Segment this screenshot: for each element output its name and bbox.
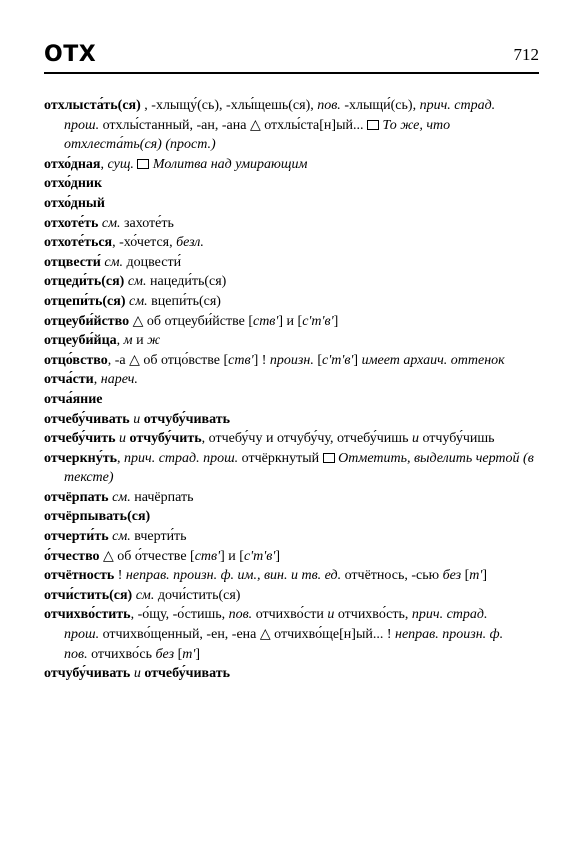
entry-text: отчихво́сть, — [334, 607, 412, 623]
entry-text: ] — [275, 548, 280, 564]
grammar-mark: см. — [104, 254, 124, 270]
definition: Молитва над умирающим — [149, 156, 308, 172]
headword: отчебу́чивать — [44, 411, 130, 427]
grammar-mark: и — [133, 411, 141, 427]
dictionary-entry — [44, 174, 544, 194]
headword: отча́яние — [44, 391, 103, 407]
headword: отчубу́чивать — [143, 411, 231, 427]
grammar-mark: ж — [147, 333, 161, 349]
grammar-mark: ств' — [228, 352, 254, 368]
dictionary-entry — [44, 253, 544, 273]
entry-text: захоте́ть — [120, 215, 174, 231]
entry-text: [ — [174, 646, 183, 662]
grammar-mark: прич. страд. прош. — [64, 607, 488, 643]
headword: отчубу́чить — [129, 431, 202, 447]
grammar-mark: без — [155, 646, 175, 662]
entry-text: △ об отцеуби́йстве [ — [129, 313, 253, 329]
grammar-mark: с'т'в' — [243, 548, 276, 564]
headword: отчётность — [44, 568, 115, 584]
entry-text: отчётнось, -сью — [341, 568, 443, 584]
entry-text: ] — [353, 352, 362, 368]
entry-text: начёрпать — [130, 489, 194, 505]
grammar-mark: см. — [135, 587, 155, 603]
headword: отчубу́чивать — [44, 666, 131, 682]
entry-text: , -о́щу, -о́стишь, — [130, 607, 229, 623]
grammar-mark: неправ. произн. ф. пов. — [64, 627, 504, 662]
headword: отцеуби́йство — [44, 313, 130, 329]
entry-text: ] ! — [253, 352, 270, 368]
dictionary-entries — [44, 96, 544, 684]
headword: отчихво́стить — [44, 607, 131, 623]
grammar-mark: с'т'в' — [322, 352, 354, 368]
grammar-mark: пов. — [228, 607, 253, 623]
entry-text: -хлыщи́(сь), — [340, 98, 420, 113]
headword: отчебу́чивать — [144, 666, 231, 682]
entry-text: отчихво́сь — [87, 646, 156, 662]
grammar-mark: см. — [101, 215, 121, 231]
headword: отхо́дник — [44, 176, 103, 192]
headword: отхоте́ть — [44, 215, 99, 231]
headword: отча́сти — [44, 372, 94, 388]
running-head: ОТХ — [44, 42, 97, 67]
headword: отчёрпывать(ся) — [44, 509, 151, 525]
definition-box-icon — [367, 120, 379, 130]
dictionary-entry — [44, 233, 544, 253]
grammar-mark: с'т'в' — [302, 313, 334, 329]
entry-text: вчерти́ть — [130, 529, 187, 545]
grammar-mark: прич. страд. прош. — [124, 450, 239, 466]
dictionary-entry — [44, 429, 544, 449]
headword: отхо́дная — [44, 156, 101, 172]
entry-text: , отчебу́чу и отчубу́чу, отчебу́чишь — [201, 431, 412, 447]
entry-text: △ об о́тчестве [ — [99, 548, 195, 564]
dictionary-entry — [44, 351, 544, 371]
grammar-mark: см. — [127, 274, 147, 290]
dictionary-entry — [44, 370, 544, 390]
dictionary-entry — [44, 214, 544, 234]
headword: отхо́дный — [44, 195, 105, 211]
grammar-mark: произн. — [269, 352, 314, 368]
grammar-mark: см. — [112, 489, 131, 505]
entry-text: отхлы́станный, -ан, -ана △ отхлы́ста[н]ый... — [99, 117, 367, 133]
headword: отцвести́ — [44, 254, 101, 270]
grammar-mark: ств' — [194, 548, 221, 564]
entry-text: отчихво́сти — [252, 607, 328, 623]
entry-text: ] и [ — [220, 548, 244, 564]
headword: о́тчество — [44, 548, 100, 564]
dictionary-entry — [44, 547, 544, 567]
grammar-mark: и — [411, 431, 419, 447]
page-header — [44, 42, 539, 72]
grammar-mark: неправ. произн. ф. им., вин. и тв. ед. — [125, 568, 342, 584]
entry-text: , -хлыщу́(сь), -хлы́щешь(ся), — [140, 98, 318, 113]
dictionary-entry — [44, 566, 544, 586]
grammar-mark: без — [442, 568, 462, 584]
grammar-mark: нареч. — [100, 372, 138, 388]
page-number: 712 — [513, 45, 539, 64]
entry-text: [ — [313, 352, 322, 368]
grammar-mark: ств' — [252, 313, 279, 329]
entry-text: , — [93, 372, 101, 388]
entry-text: отчёркнутый — [238, 450, 323, 466]
dictionary-entry — [44, 331, 544, 351]
entry-text: ] — [482, 568, 488, 584]
dictionary-entry — [44, 410, 544, 430]
entry-text: отчубу́чишь — [418, 431, 495, 447]
definition: То же, что отхлеста́ть(ся) (прост.) — [64, 117, 451, 153]
headword: отцеди́ть(ся) — [44, 274, 125, 290]
headword: отчи́стить(ся) — [44, 587, 133, 603]
headword: отцепи́ть(ся) — [44, 293, 126, 309]
entry-text: доцвести́ — [123, 254, 182, 270]
grammar-mark: т' — [182, 646, 196, 662]
dictionary-entry — [44, 449, 544, 488]
entry-text: , — [100, 156, 108, 172]
definition-box-icon — [137, 159, 149, 169]
dictionary-entry — [44, 527, 544, 547]
headword: отхлыста́ть(ся) — [44, 98, 141, 113]
entry-text: [ — [461, 568, 470, 584]
grammar-mark: имеет архаич. оттенок — [361, 352, 505, 368]
dictionary-entry — [44, 96, 544, 155]
headword: отцо́вство — [44, 352, 108, 368]
entry-text: , -хо́чется, — [112, 235, 177, 251]
headword: отчеркну́ть — [44, 450, 118, 466]
headword: отчебу́чить — [44, 431, 116, 447]
definition-box-icon — [323, 453, 335, 463]
dictionary-entry — [44, 390, 544, 410]
headword: отчерти́ть — [44, 529, 109, 545]
grammar-mark: и — [133, 666, 141, 682]
grammar-mark: прич. страд. прош. — [64, 98, 496, 133]
entry-text: отчихво́щенный, -ен, -ена △ отчихво́ще[н]ый... ! — [99, 627, 396, 643]
grammar-mark: т' — [469, 568, 483, 584]
grammar-mark: сущ. — [107, 156, 134, 172]
entry-text: , -а △ об отцо́встве [ — [107, 352, 229, 368]
entry-text: ] и [ — [278, 313, 303, 329]
entry-text: вцепи́ть(ся) — [147, 293, 221, 309]
dictionary-entry — [44, 664, 544, 684]
grammar-mark: пов. — [317, 98, 341, 113]
entry-text: ] — [333, 313, 339, 329]
dictionary-entry — [44, 507, 544, 527]
dictionary-entry — [44, 292, 544, 312]
grammar-mark: безл. — [176, 235, 204, 251]
dictionary-entry — [44, 194, 544, 214]
entry-text: , — [116, 333, 124, 349]
entry-text: ] — [195, 646, 201, 662]
entry-text: дочи́стить(ся) — [154, 587, 241, 603]
dictionary-entry — [44, 488, 544, 508]
grammar-mark: и — [119, 431, 127, 447]
headword: отчёрпать — [44, 489, 109, 505]
entry-text: ! — [114, 568, 126, 584]
grammar-mark: см. — [112, 529, 131, 545]
entry-text: , — [117, 450, 125, 466]
header-rule — [44, 72, 539, 74]
dictionary-entry — [44, 605, 544, 664]
dictionary-entry — [44, 586, 544, 606]
entry-text: и — [132, 333, 148, 349]
dictionary-entry — [44, 312, 544, 332]
grammar-mark: м — [123, 333, 133, 349]
entry-text: нацеди́ть(ся) — [146, 274, 227, 290]
headword: отцеуби́йца — [44, 333, 117, 349]
headword: отхоте́ться — [44, 235, 113, 251]
definition: Отметить, выделить чертой (в тексте) — [64, 450, 534, 486]
grammar-mark: и — [327, 607, 335, 623]
dictionary-entry — [44, 272, 544, 292]
grammar-mark: см. — [129, 293, 148, 309]
dictionary-entry — [44, 155, 544, 175]
